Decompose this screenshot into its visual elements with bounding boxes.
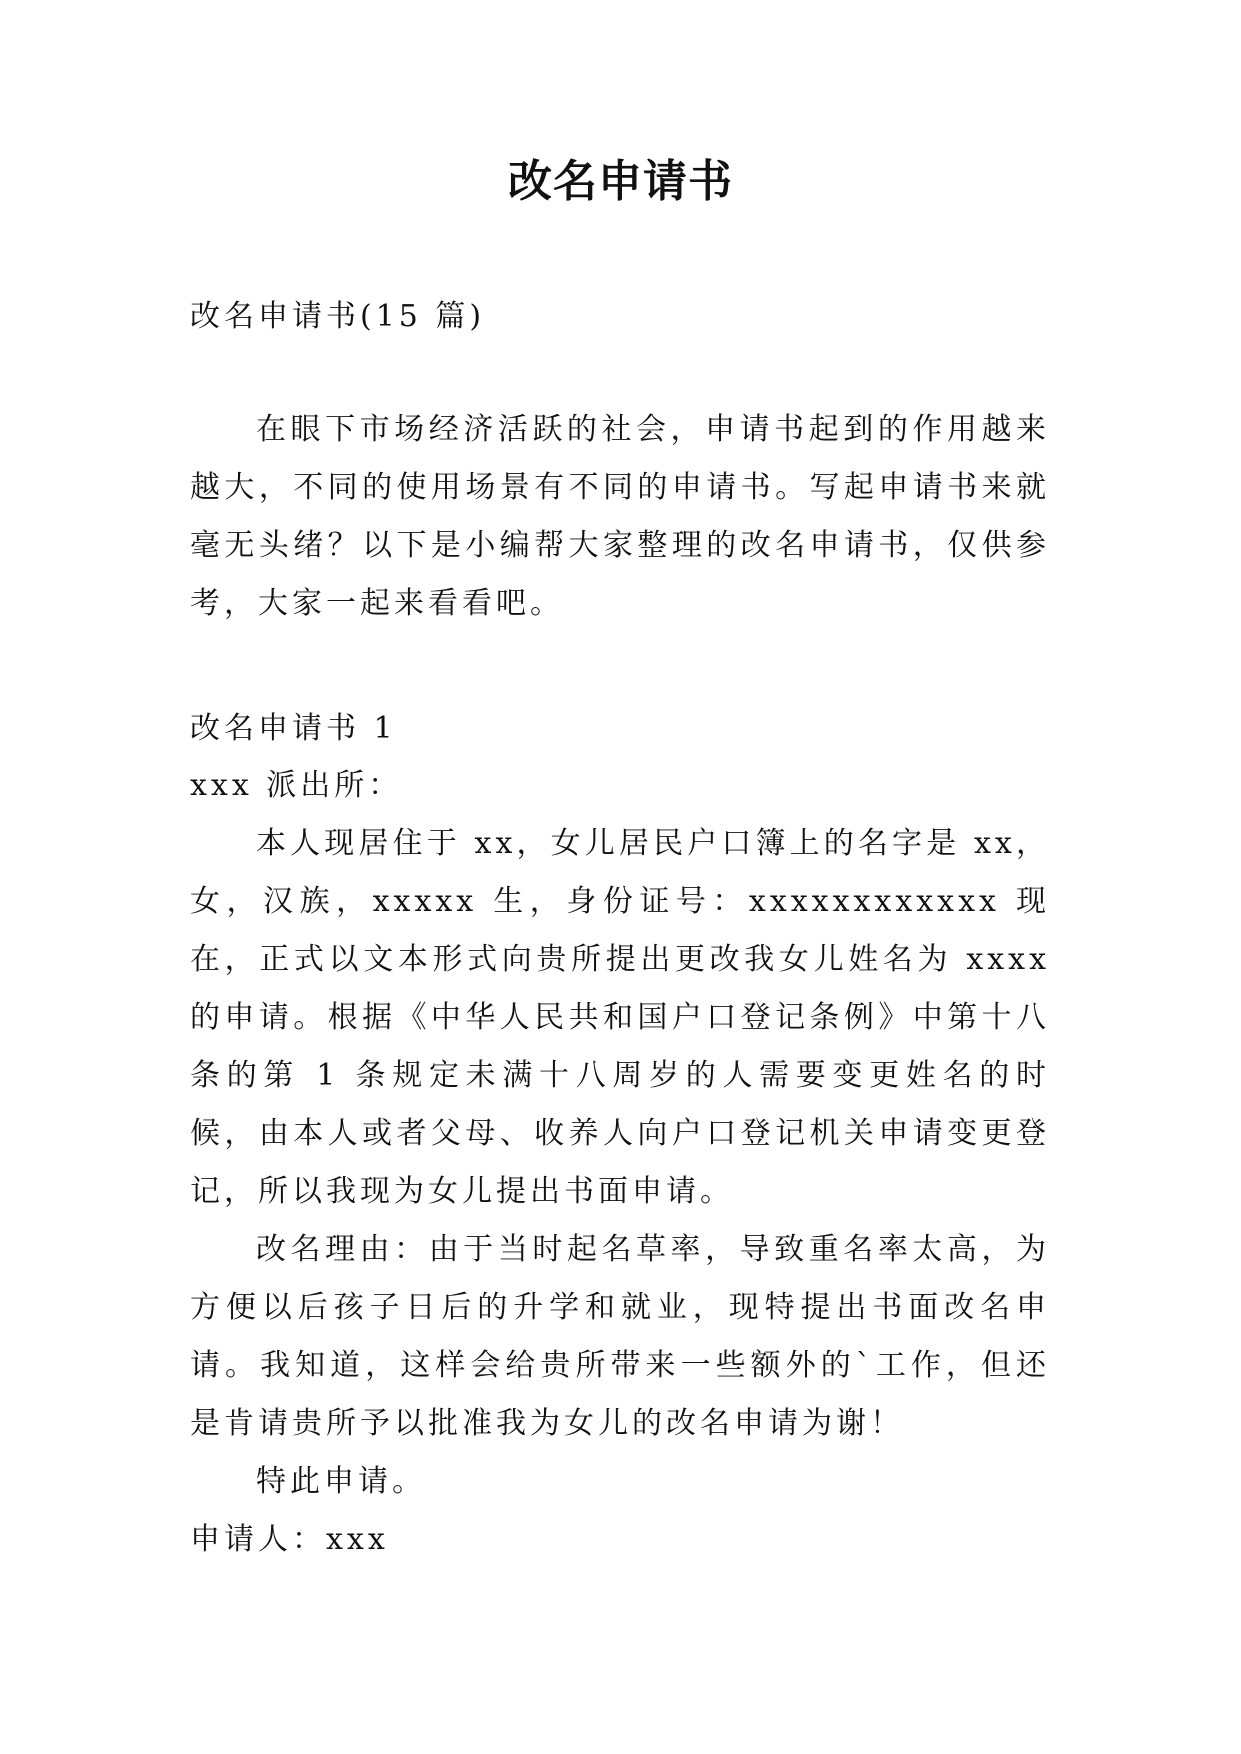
page-title: 改名申请书 [508,156,733,207]
closing-line: 特此申请。 [256,1464,426,1499]
document-subtitle: 改名申请书(15 篇) [190,299,486,334]
body-paragraph-2: 改名理由：由于当时起名草率，导致重名率太高，为方便以后孩子日后的升学和就业，现特提出书面改名申请。我知道，这样会给贵所带来一些额外的`工作，但还是肯请贵所予以批准我为女儿的改名申请为谢！ [190,1232,1050,1441]
signature-line: 申请人：xxx [190,1522,389,1557]
salutation: xxx 派出所： [190,768,403,803]
letter-body [190,757,1050,1569]
body-paragraph-1: 本人现居住于 xx，女儿居民户口簿上的名字是 xx，女，汉族，xxxxx 生，身份证号：xxxxxxxxxxxx 现在，正式以文本形式向贵所提出更改我女儿姓名为 xxxx 的申请。根据《中华人民共和国户口登记条例》中第十八条的第 1 条规定未满十八周岁的人需要变更姓名的时候，由本人或者父母、收养人向户口登记机关申请变更登记，所以我现为女儿提出书面申请。 [190,826,1050,1209]
intro-paragraph: 在眼下市场经济活跃的社会，申请书起到的作用越来越大，不同的使用场景有不同的申请书。写起申请书来就毫无头绪？以下是小编帮大家整理的改名申请书，仅供参考，大家一起来看看吧。 [190,412,1050,621]
section-heading: 改名申请书 1 [190,711,397,746]
